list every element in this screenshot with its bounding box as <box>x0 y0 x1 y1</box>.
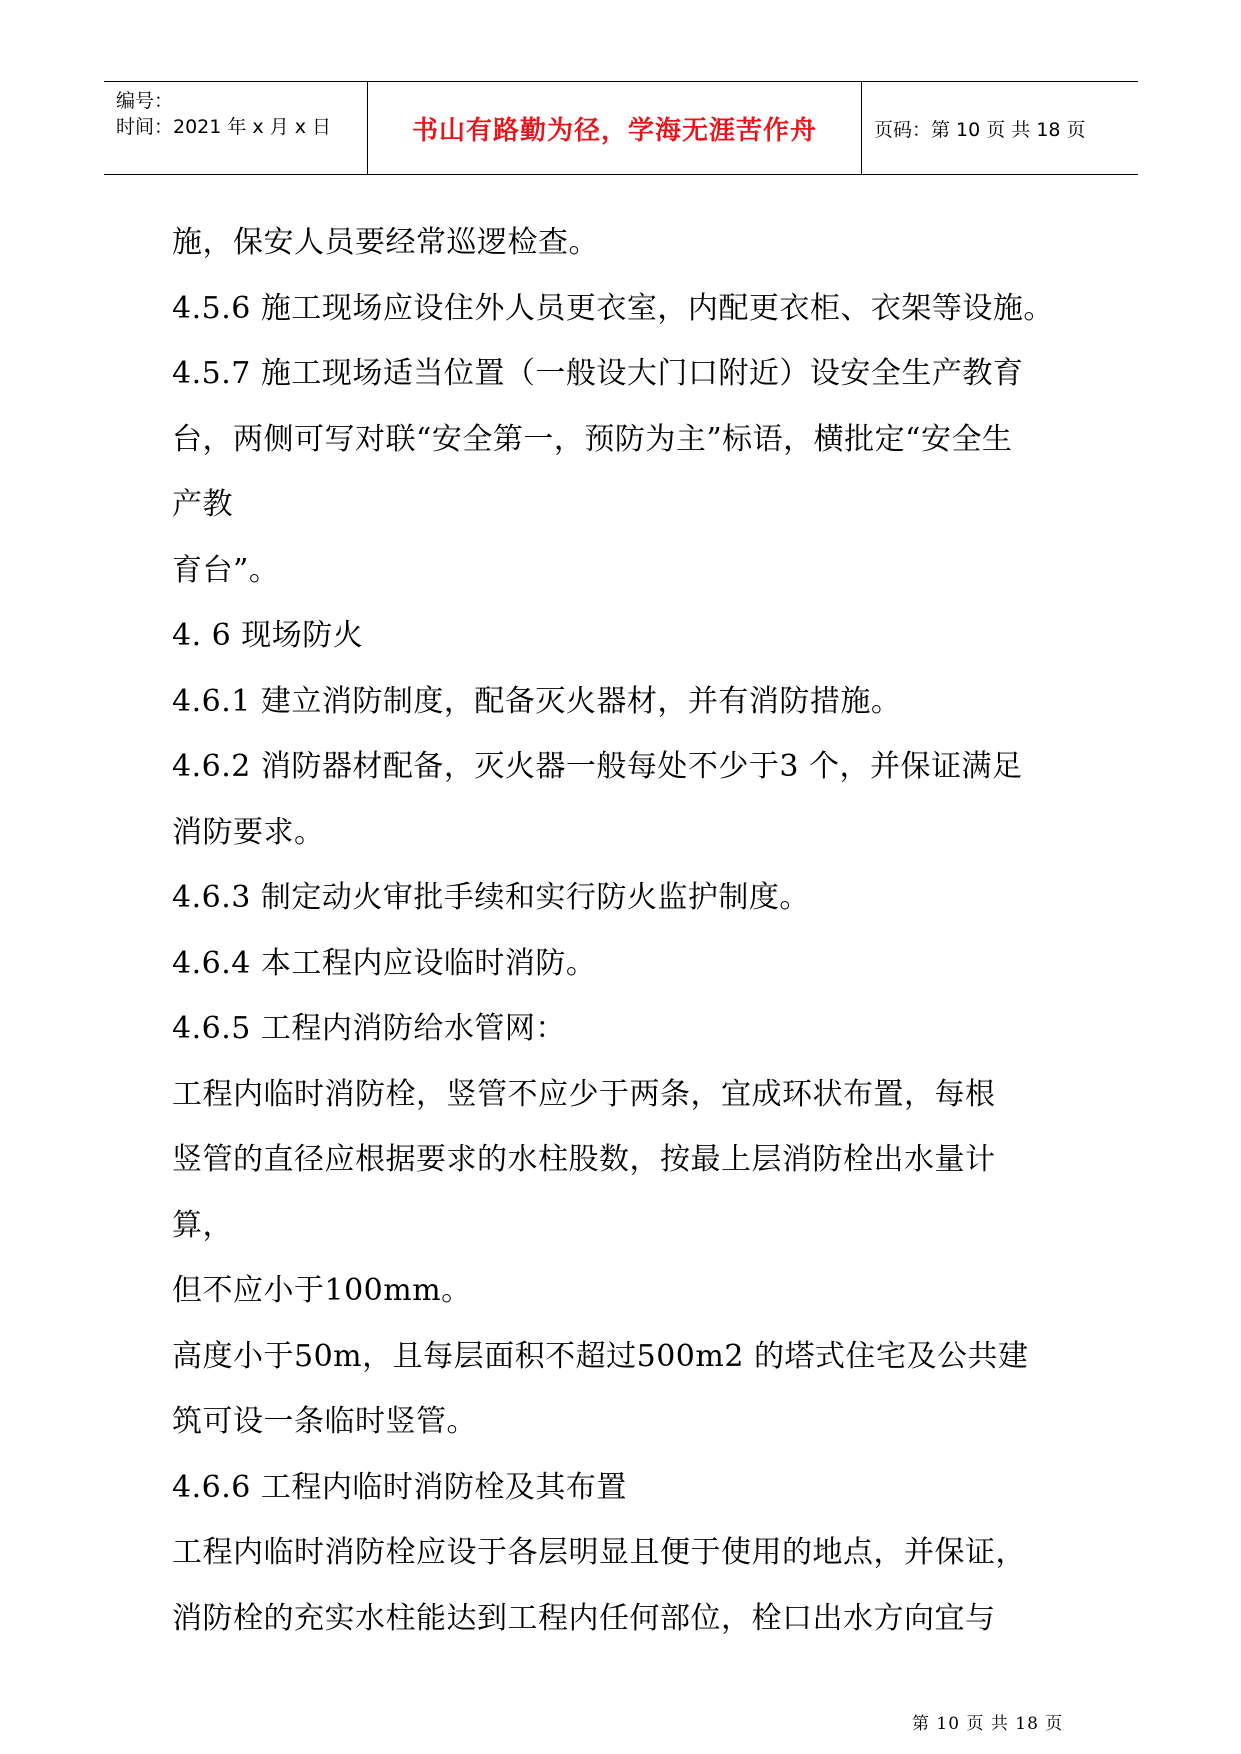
text-line: 4.6.5 工程内消防给水管网： <box>172 1011 566 1046</box>
text-line: 但不应小于100mm。 <box>172 1273 472 1308</box>
text-line: 台，两侧可写对联“安全第一，预防为主”标语，横批定“安全生 <box>172 421 1013 457</box>
text-line: 工程内临时消防栓，竖管不应少于两条，宜成环状布置，每根 <box>172 1076 996 1112</box>
text-line: 4.6.2 消防器材配备，灭火器一般每处不少于3 个，并保证满足 <box>172 749 1023 784</box>
text-line: 4.6.3 制定动火审批手续和实行防火监护制度。 <box>172 880 810 915</box>
page-footer: 第 10 页 共 18 页 <box>912 1714 1064 1734</box>
text-line: 算， <box>172 1207 233 1243</box>
text-line: 4.6.6 工程内临时消防栓及其布置 <box>172 1469 627 1505</box>
page-header <box>104 81 1138 175</box>
header-divider <box>861 82 862 174</box>
document-body <box>172 210 1092 1651</box>
text-line: 产教 <box>172 487 233 522</box>
text-line: 4.5.6 施工现场应设住外人员更衣室，内配更衣柜、衣架等设施。 <box>172 290 1054 326</box>
document-number-label: 编号： <box>116 90 174 112</box>
document-time-label: 时间：2021 年 x 月 x 日 <box>116 116 332 138</box>
text-line: 消防栓的充实水柱能达到工程内任何部位，栓口出水方向宜与 <box>172 1600 996 1636</box>
text-line: 4.5.7 施工现场适当位置（一般设大门口附近）设安全生产教育 <box>172 356 1024 391</box>
section-heading: 4. 6 现场防火 <box>172 618 364 653</box>
text-line: 育台”。 <box>172 552 280 588</box>
text-line: 4.6.1 建立消防制度，配备灭火器材，并有消防措施。 <box>172 683 902 719</box>
text-line: 竖管的直径应根据要求的水柱股数，按最上层消防栓出水量计 <box>172 1142 996 1177</box>
header-page-info: 页码：第 10 页 共 18 页 <box>874 118 1086 141</box>
text-line: 4.6.4 本工程内应设临时消防。 <box>172 945 597 981</box>
text-line: 高度小于50m，且每层面积不超过500m2 的塔式住宅及公共建 <box>172 1338 1029 1374</box>
text-line: 筑可设一条临时竖管。 <box>172 1404 477 1439</box>
text-line: 工程内临时消防栓应设于各层明显且便于使用的地点，并保证， <box>172 1535 1026 1570</box>
text-line: 施，保安人员要经常巡逻检查。 <box>172 225 599 260</box>
text-line: 消防要求。 <box>172 814 325 850</box>
header-motto: 书山有路勤为径，学海无涯苦作舟 <box>411 115 817 146</box>
